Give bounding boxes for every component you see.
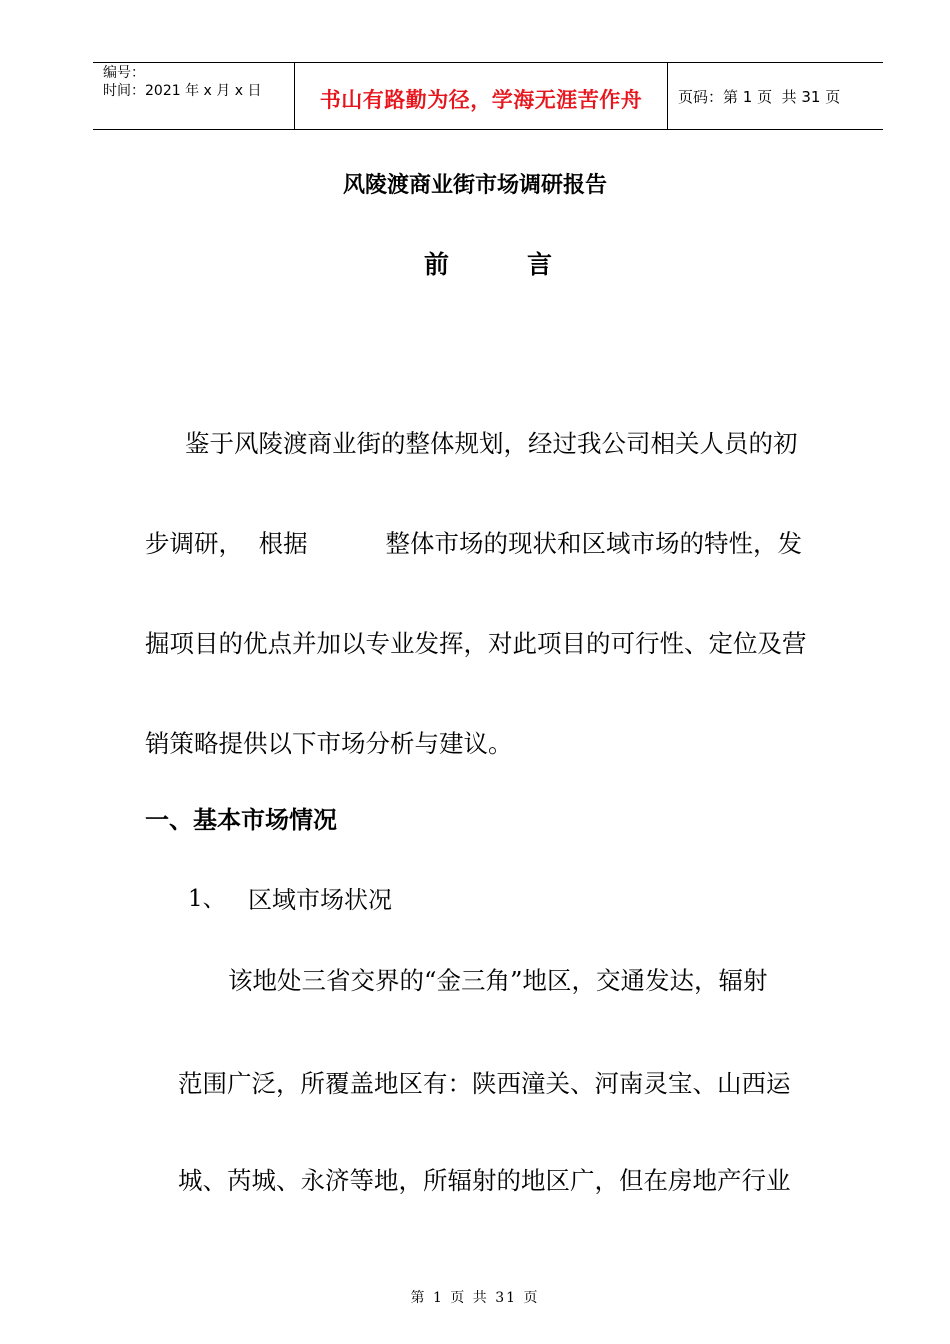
header-divider [294,62,295,130]
intro-line: 鉴于风陵渡商业街的整体规划，经过我公司相关人员的初 [185,429,798,458]
paragraph-line: 城、芮城、永济等地，所辐射的地区广，但在房地产行业 [178,1166,791,1195]
header-page-info: 页码：第 1 页 共 31 页 [678,88,841,106]
paragraph-line: 该地处三省交界的“金三角”地区，交通发达，辐射 [228,966,768,995]
preface-heading-char: 前 [424,250,450,279]
number-label: 编号： [103,65,145,81]
subsection-number: 1、 [188,886,226,912]
intro-line: 掘项目的优点并加以专业发挥，对此项目的可行性、定位及营 [145,629,807,658]
document-title: 风陵渡商业街市场调研报告 [342,173,607,198]
intro-line: 销策略提供以下市场分析与建议。 [145,729,513,758]
header-motto: 书山有路勤为径，学海无涯苦作舟 [319,88,643,112]
section-heading: 一、基本市场情况 [145,806,337,834]
subsection-title: 区域市场状况 [248,886,392,914]
paragraph-line: 范围广泛，所覆盖地区有：陕西潼关、河南灵宝、山西运 [178,1069,791,1098]
header-divider [667,62,668,130]
preface-heading-char: 言 [527,250,553,279]
header-top-rule [93,62,883,63]
header-meta [103,64,261,100]
page-footer: 第 1 页 共 31 页 [410,1290,540,1306]
intro-line: 步调研， 根据 整体市场的现状和区域市场的特性，发 [145,529,802,558]
date-label: 时间：2021 年 x 月 x 日 [103,83,262,99]
header-bottom-rule [93,129,883,130]
